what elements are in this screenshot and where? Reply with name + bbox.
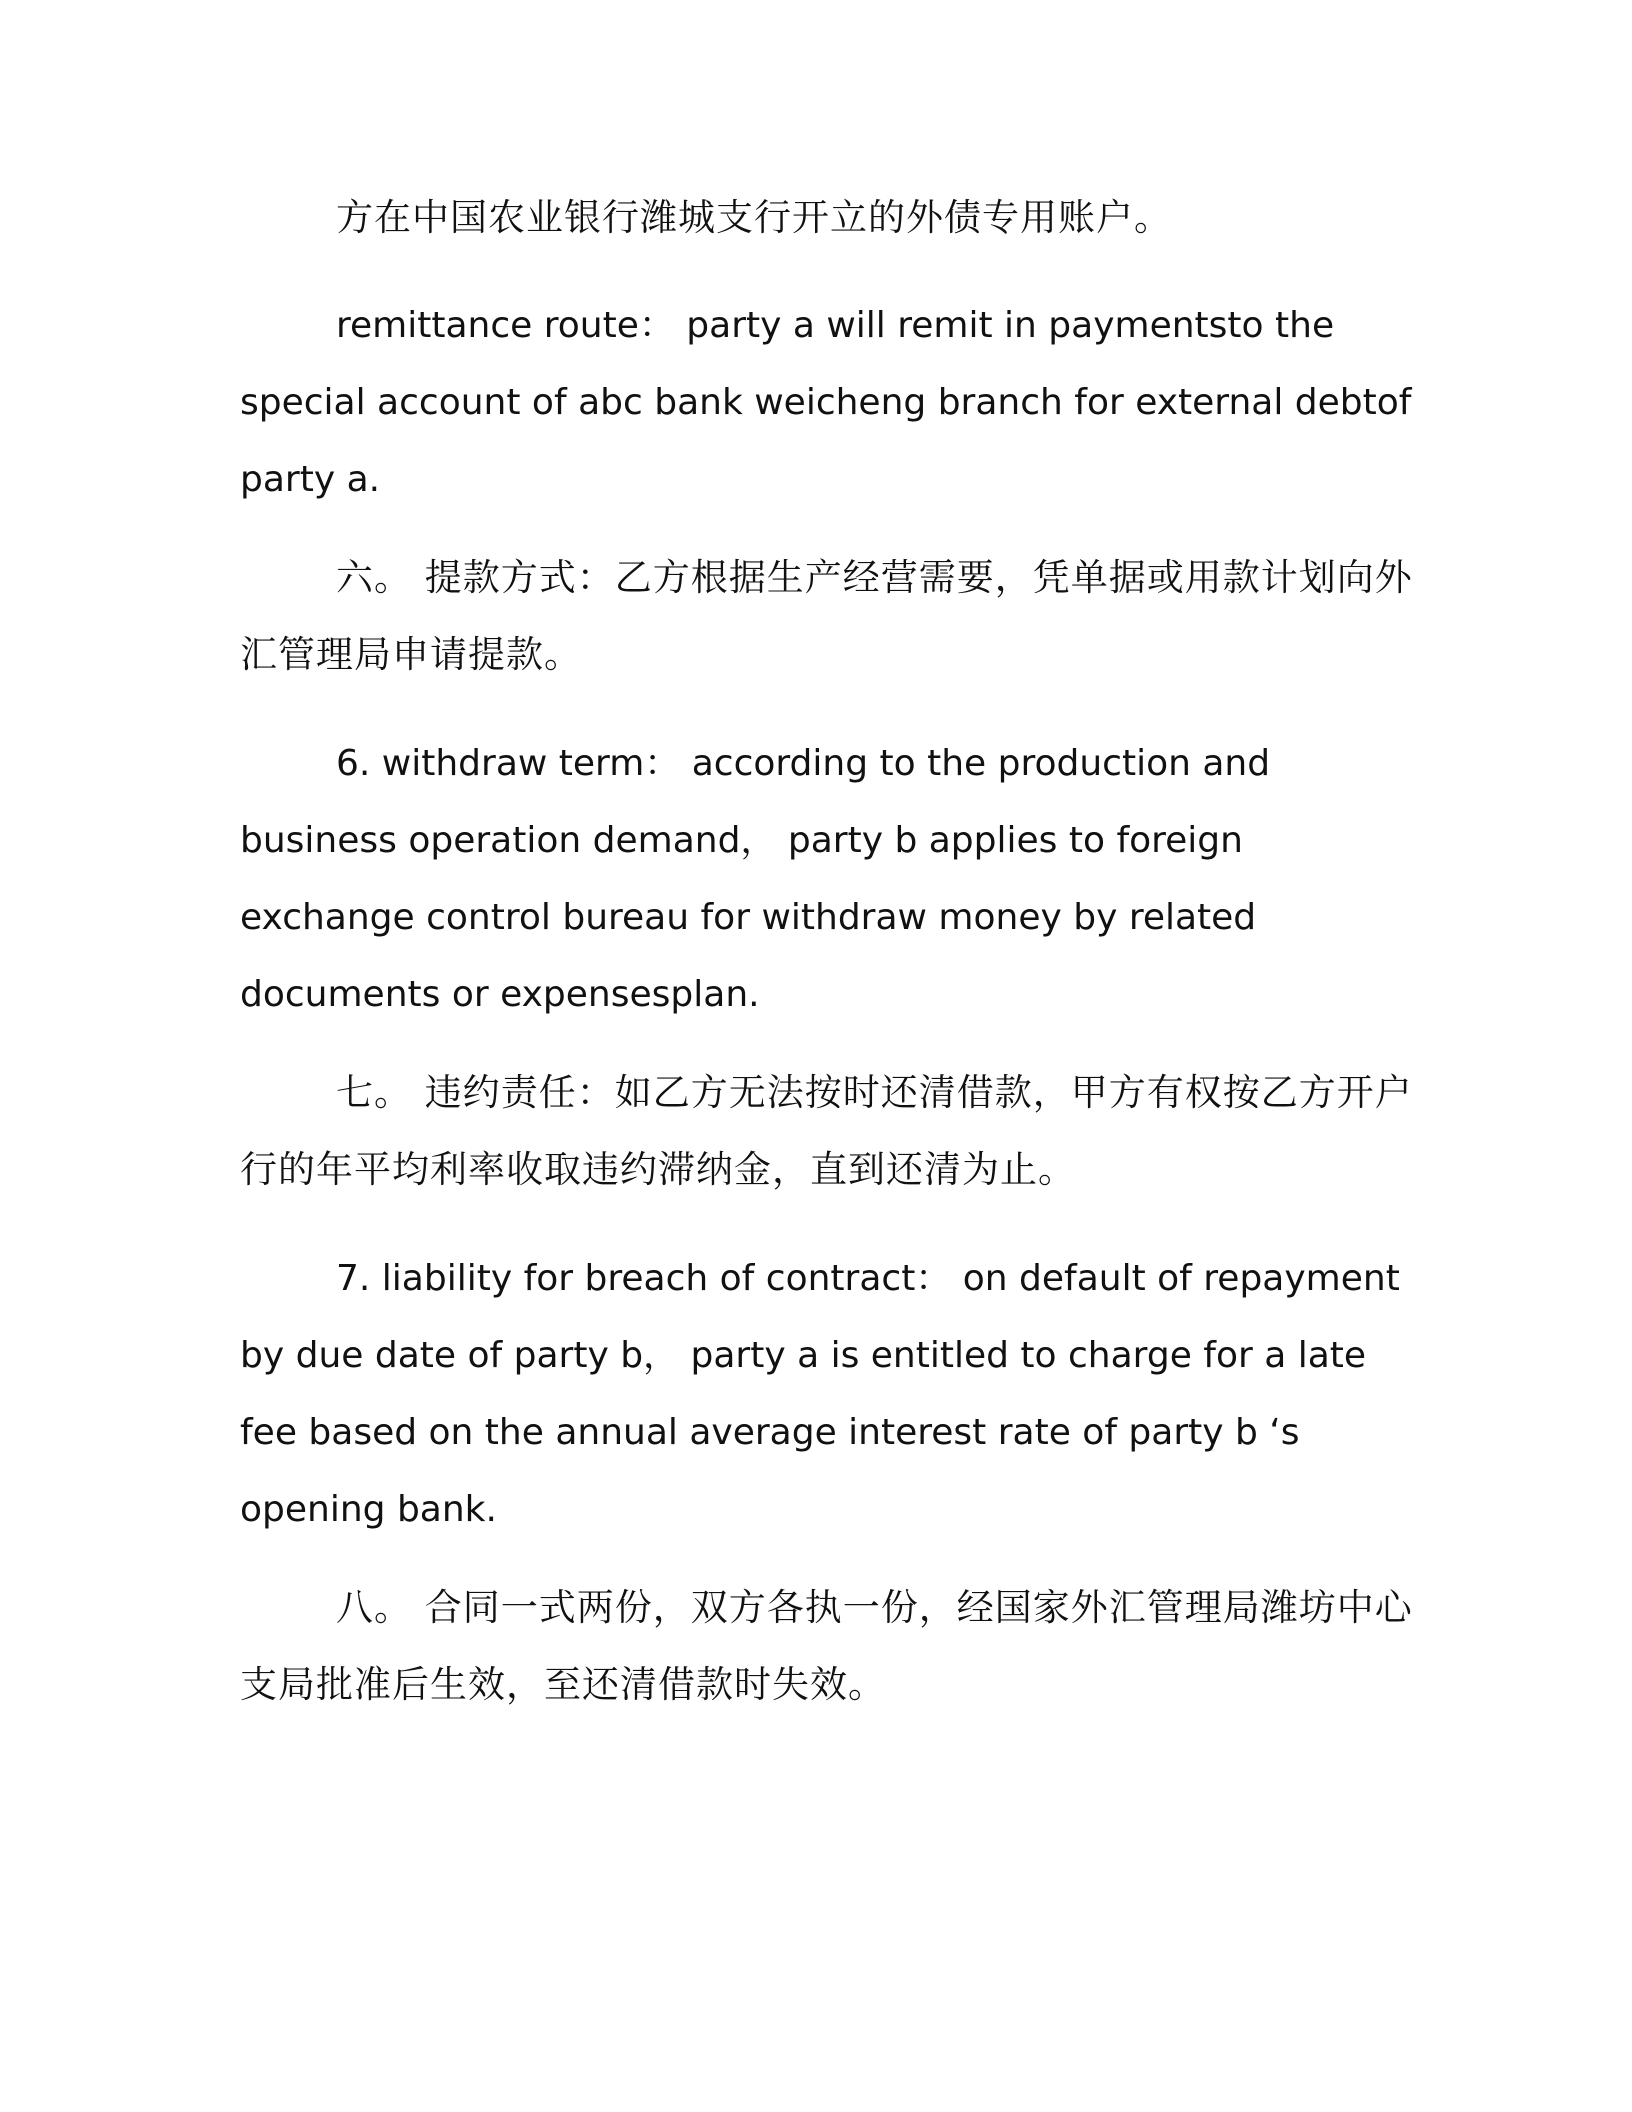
remittance-route-line-1: remittance route： party a will remit in paymentsto the <box>336 305 1335 346</box>
clause-8-zh-line-2: 支局批准后生效，至还清借款时失效。 <box>240 1663 886 1706</box>
clause-7-en-line-3: fee based on the annual average interest rate of party b ‘s <box>240 1412 1300 1453</box>
clause-7-en-line-4: opening bank. <box>240 1489 497 1530</box>
paragraph-continuation-line: 方在中国农业银行潍城支行开立的外债专用账户。 <box>336 196 1172 239</box>
remittance-route-line-3: party a. <box>240 459 381 500</box>
clause-8-zh-line-1: 八。 合同一式两份，双方各执一份，经国家外汇管理局潍坊中心 <box>336 1586 1413 1629</box>
clause-6-zh-line-2: 汇管理局申请提款。 <box>240 633 582 676</box>
remittance-route-line-2: special account of abc bank weicheng branch for external debtof <box>240 382 1412 423</box>
clause-6-zh-line-1: 六。 提款方式：乙方根据生产经营需要，凭单据或用款计划向外 <box>336 556 1413 599</box>
clause-7-zh-line-1: 七。 违约责任：如乙方无法按时还清借款，甲方有权按乙方开户 <box>336 1071 1413 1114</box>
clause-7-en-line-2: by due date of party b， party a is entitled to charge for a late <box>240 1335 1367 1376</box>
clause-7-zh-line-2: 行的年平均利率收取违约滞纳金，直到还清为止。 <box>240 1148 1076 1191</box>
clause-6-en-line-1: 6. withdraw term： according to the production and <box>336 743 1271 784</box>
clause-7-en-line-1: 7. liability for breach of contract： on default of repayment <box>336 1258 1400 1299</box>
clause-6-en-line-2: business operation demand， party b applies to foreign <box>240 820 1243 861</box>
clause-6-en-line-4: documents or expensesplan. <box>240 974 760 1015</box>
clause-6-en-line-3: exchange control bureau for withdraw money by related <box>240 897 1257 938</box>
